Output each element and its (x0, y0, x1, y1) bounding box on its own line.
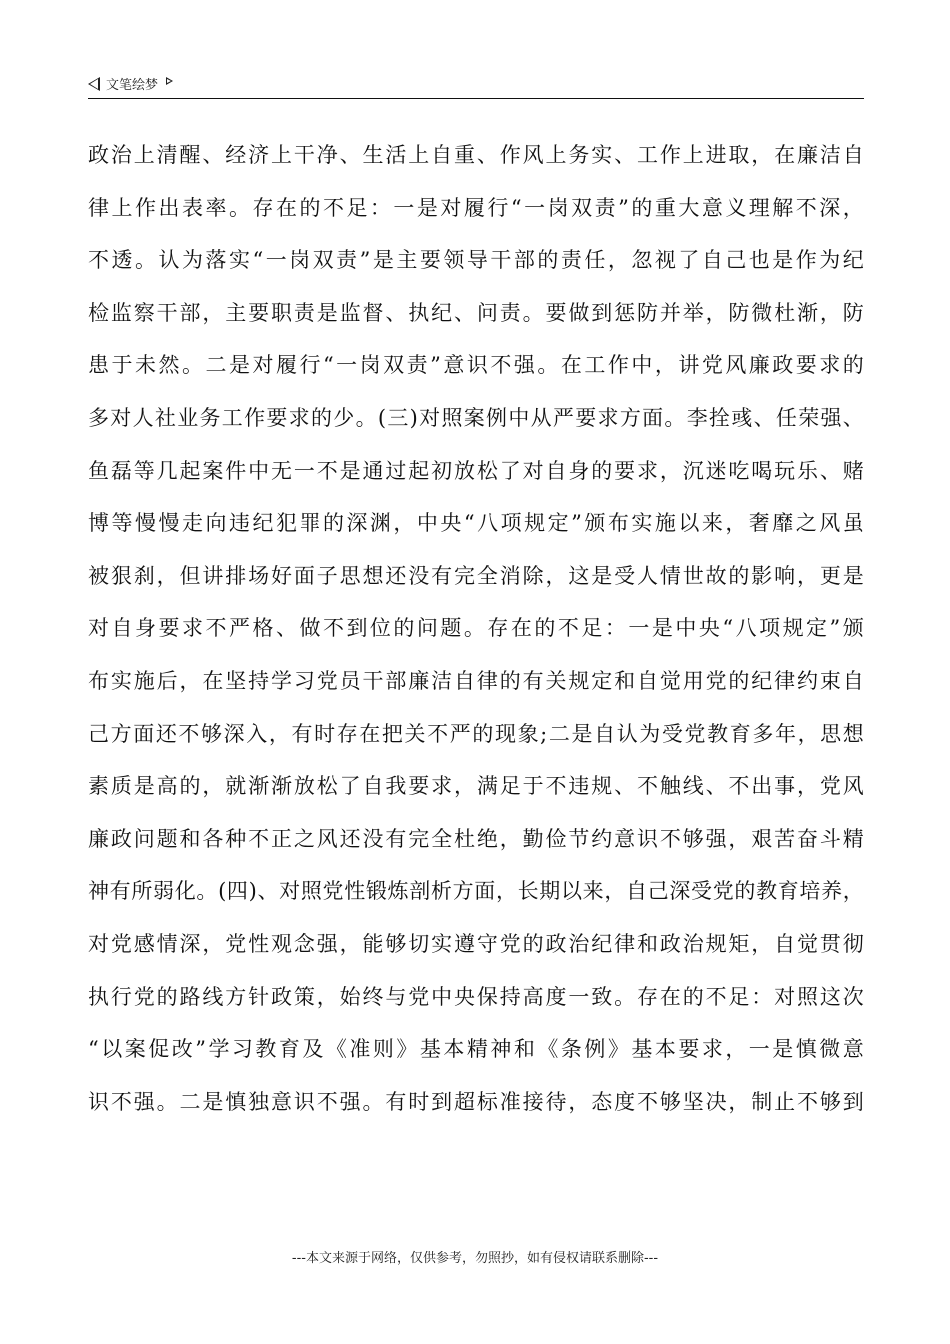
body-line: 不透。认为落实“一岗双责”是主要领导干部的责任，忽视了自己也是作为纪 (88, 248, 864, 273)
body-line: 己方面还不够深入，有时存在把关不严的现象;二是自认为受党教育多年，思想 (88, 721, 864, 746)
header-brand: 文笔绘梦 (106, 78, 159, 93)
body-line: 多对人社业务工作要求的少。(三)对照案例中从严要求方面。李拴彧、任荣强、 (88, 405, 864, 430)
header-brand-group (88, 74, 173, 93)
document-body (88, 136, 864, 1135)
body-line: 鱼磊等几起案件中无一不是通过起初放松了对自身的要求，沉迷吃喝玩乐、赌 (88, 458, 864, 483)
body-line: 检监察干部，主要职责是监督、执纪、问责。要做到惩防并举，防微杜渐，防 (88, 300, 864, 325)
body-line: 素质是高的，就渐渐放松了自我要求，满足于不违规、不触线、不出事，党风 (88, 774, 864, 799)
body-line: 被狠刹，但讲排场好面子思想还没有完全消除，这是受人情世故的影响，更是 (88, 563, 864, 588)
body-line: 识不强。二是慎独意识不强。有时到超标准接待，态度不够坚决，制止不够到 (88, 1089, 864, 1114)
body-line: 博等慢慢走向违纪犯罪的深渊，中央“八项规定”颁布实施以来，奢靡之风虽 (88, 511, 864, 536)
body-line: 政治上清醒、经济上干净、生活上自重、作风上务实、工作上进取，在廉洁自 (88, 143, 864, 167)
triangle-right-icon (166, 77, 173, 85)
body-line: 神有所弱化。(四)、对照党性锻炼剖析方面，长期以来，自己深受党的教育培养， (88, 879, 864, 904)
body-line: 患于未然。二是对履行“一岗双责”意识不强。在工作中，讲党风廉政要求的 (88, 353, 864, 378)
body-line: 布实施后，在坚持学习党员干部廉洁自律的有关规定和自觉用党的纪律约束自 (88, 668, 864, 693)
body-line: 执行党的路线方针政策，始终与党中央保持高度一致。存在的不足：对照这次 (88, 984, 864, 1009)
body-line: 对党感情深，党性观念强，能够切实遵守党的政治纪律和政治规矩，自觉贯彻 (88, 931, 864, 956)
triangle-left-icon (88, 77, 100, 91)
body-line: 对自身要求不严格、做不到位的问题。存在的不足：一是中央“八项规定”颁 (88, 616, 864, 641)
body-line: 廉政问题和各种不正之风还没有完全杜绝，勤俭节约意识不够强，艰苦奋斗精 (88, 826, 864, 851)
body-line: 律上作出表率。存在的不足：一是对履行“一岗双责”的重大意义理解不深， (88, 195, 864, 220)
body-line: “以案促改”学习教育及《准则》基本精神和《条例》基本要求，一是慎微意 (88, 1037, 864, 1062)
footer-notice: ---本文来源于网络，仅供参考，勿照抄，如有侵权请联系删除--- (291, 1251, 659, 1266)
page-header (88, 70, 864, 99)
